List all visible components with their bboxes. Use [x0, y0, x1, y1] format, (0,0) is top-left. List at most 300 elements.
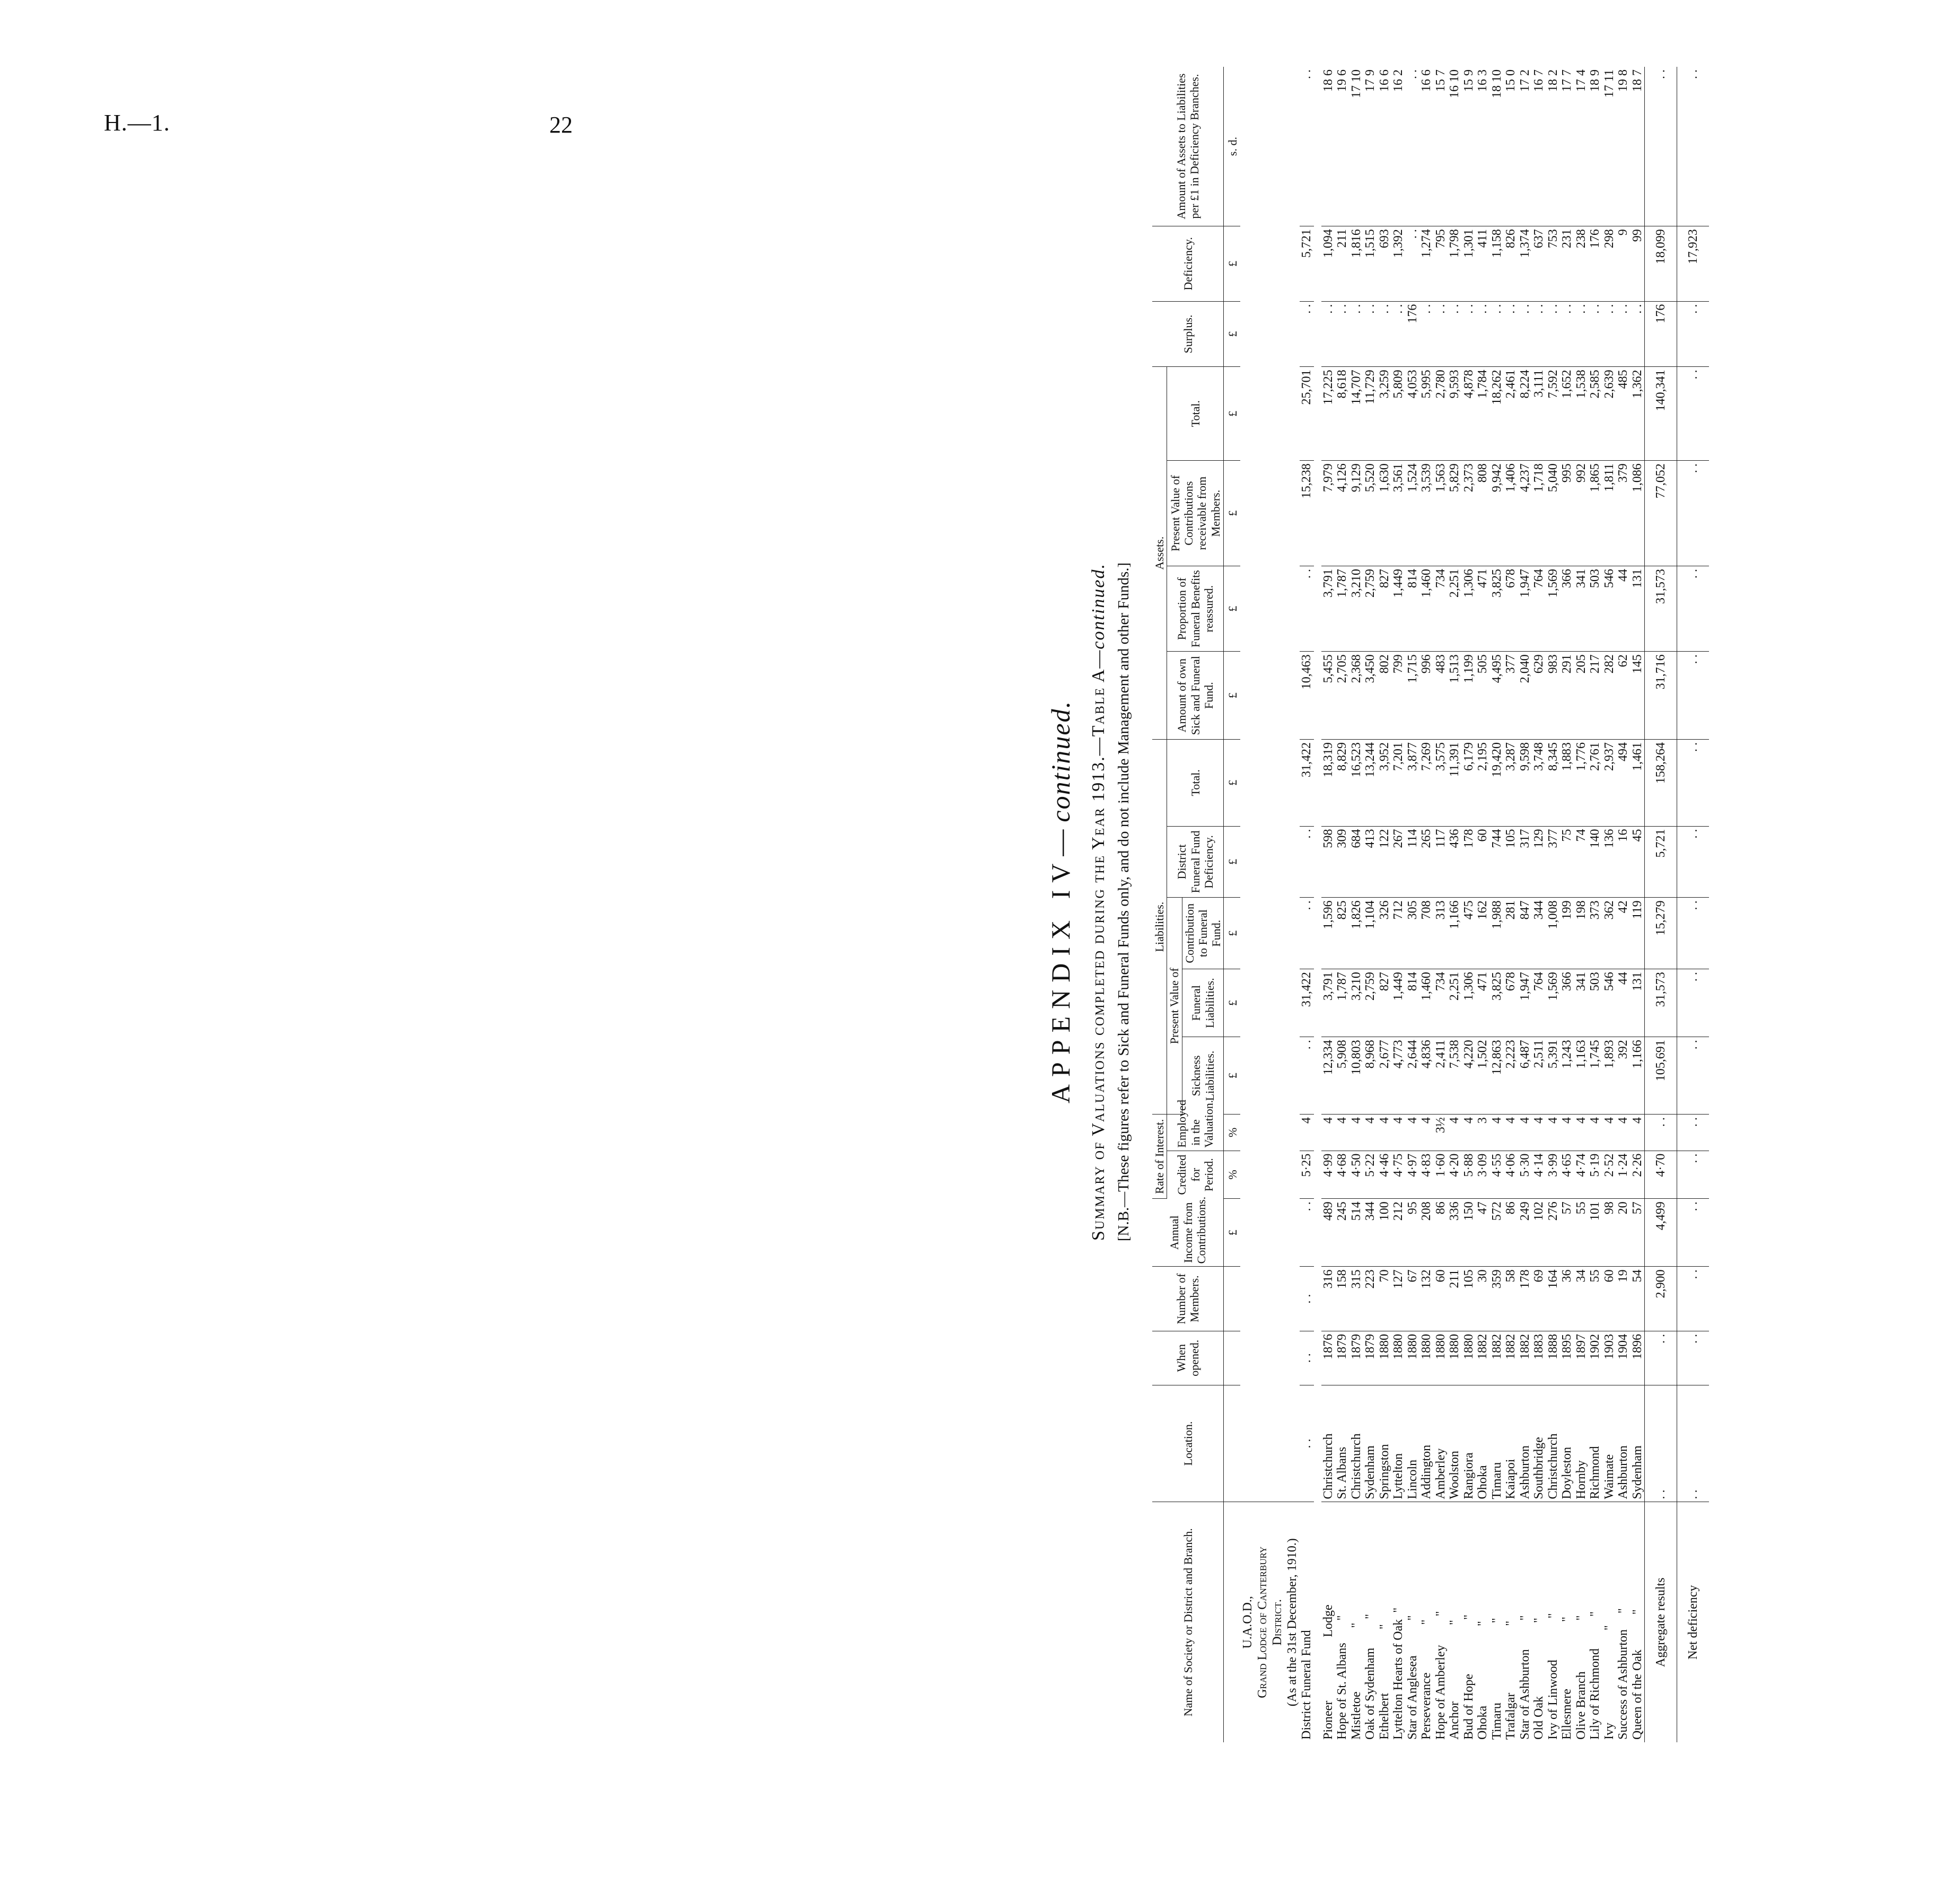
cell-sickness: . . [1677, 1037, 1710, 1115]
cell-sickness: 1,745 [1588, 1037, 1602, 1115]
cell-income: 102 [1532, 1199, 1546, 1267]
cell-rate-employed: 4 [1300, 1115, 1314, 1151]
cell-amount-assets: . . [1300, 67, 1314, 226]
col-header-location: Location. [1152, 1385, 1224, 1502]
cell-assets-total: 1,652 [1560, 367, 1574, 461]
appendix-title [1045, 46, 1076, 1758]
cell-own-funds: 282 [1602, 652, 1617, 740]
cell-rate-credited: 4·74 [1574, 1151, 1589, 1199]
cell-amount-assets: 16 10 [1448, 67, 1462, 226]
cell-members: 70 [1378, 1267, 1392, 1331]
cell-name: Star of Ashburton " [1518, 1615, 1532, 1740]
cell-income: 208 [1419, 1199, 1434, 1267]
cell-income: 101 [1588, 1199, 1602, 1267]
col-header-funeral: Funeral Liabilities. [1182, 969, 1224, 1037]
society-line4: (As at the 31st December, 1910.) [1285, 1538, 1300, 1707]
cell-amount-assets: 15 7 [1434, 67, 1448, 226]
col-header-pv-contributions: Present Value of Contributions receivable from Members. [1167, 461, 1224, 566]
cell-district-def: . . [1300, 826, 1314, 898]
cell-contrib: 15,279 [1645, 898, 1677, 969]
table-row [1406, 67, 1420, 1742]
cell-income: 95 [1406, 1199, 1420, 1267]
cell-district-def: 60 [1476, 826, 1490, 898]
cell-proportion: 3,791 [1321, 566, 1336, 651]
table-row [1363, 67, 1378, 1742]
appendix-title-text: APPENDIX IV— [1046, 822, 1075, 1104]
table-row [1462, 67, 1476, 1742]
cell-rate-credited: 5·30 [1518, 1151, 1532, 1199]
cell-funeral: 3,825 [1490, 969, 1504, 1037]
cell-proportion: 341 [1574, 566, 1589, 651]
unit-proportion: £ [1224, 566, 1241, 651]
cell-rate-employed: 4 [1616, 1115, 1631, 1151]
cell-location: Amberley [1434, 1385, 1448, 1502]
cell-own-funds: 2,705 [1335, 652, 1349, 740]
table-subtitle-continued: continued. [1089, 563, 1108, 650]
cell-liab-total: 11,391 [1448, 740, 1462, 827]
cell-name: Ethelbert " [1377, 1624, 1391, 1740]
cell-surplus: . . [1349, 301, 1364, 367]
cell-rate-employed: 4 [1574, 1115, 1589, 1151]
table-row [1504, 67, 1518, 1742]
cell-own-funds: 377 [1504, 652, 1518, 740]
cell-assets-total: 11,729 [1363, 367, 1378, 461]
table-row [1321, 67, 1336, 1742]
cell-income: 57 [1560, 1199, 1574, 1267]
cell-contrib: 712 [1391, 898, 1406, 969]
cell-funeral: 827 [1378, 969, 1392, 1037]
cell-amount-assets: 16 7 [1532, 67, 1546, 226]
cell-surplus: . . [1546, 301, 1561, 367]
cell-opened: 1880 [1419, 1331, 1434, 1385]
cell-own-funds: 505 [1476, 652, 1490, 740]
cell-name: Net deficiency [1686, 1585, 1701, 1660]
cell-amount-assets: 17 7 [1560, 67, 1574, 226]
col-header-deficiency: Deficiency. [1152, 226, 1224, 301]
cell-proportion: 764 [1532, 566, 1546, 651]
cell-deficiency: . . [1406, 226, 1420, 301]
col-header-rate-employed: Employed in the Valuation. [1167, 1115, 1224, 1151]
cell-pv-contrib: 379 [1616, 461, 1631, 566]
cell-rate-credited: 4·65 [1560, 1151, 1574, 1199]
unit-amount-assets: s. d. [1224, 67, 1241, 226]
cell-sickness: 392 [1616, 1037, 1631, 1115]
cell-amount-assets: . . [1677, 67, 1710, 226]
cell-sickness: 1,243 [1560, 1037, 1574, 1115]
cell-income: . . [1677, 1199, 1710, 1267]
cell-liab-total: 7,201 [1391, 740, 1406, 827]
cell-assets-total: 3,111 [1532, 367, 1546, 461]
cell-assets-total: 485 [1616, 367, 1631, 461]
cell-opened: 1895 [1560, 1331, 1574, 1385]
cell-sickness: 1,163 [1574, 1037, 1589, 1115]
cell-assets-total: 1,538 [1574, 367, 1589, 461]
cell-proportion: 814 [1406, 566, 1420, 651]
cell-assets-total: 1,784 [1476, 367, 1490, 461]
table-row [1490, 67, 1504, 1742]
unit-liab-total: £ [1224, 740, 1241, 827]
cell-members: 359 [1490, 1267, 1504, 1331]
cell-own-funds: 802 [1378, 652, 1392, 740]
cell-sickness: 2,223 [1504, 1037, 1518, 1115]
cell-proportion: 1,449 [1391, 566, 1406, 651]
cell-contrib: 373 [1588, 898, 1602, 969]
cell-district-def: 309 [1335, 826, 1349, 898]
cell-income: 249 [1518, 1199, 1532, 1267]
cell-district-def: 744 [1490, 826, 1504, 898]
cell-name: Ivy " [1602, 1625, 1616, 1740]
cell-name: Mistletoe " [1349, 1622, 1363, 1740]
cell-location: Lyttelton [1391, 1385, 1406, 1502]
cell-surplus: . . [1335, 301, 1349, 367]
cell-sickness: . . [1300, 1037, 1314, 1115]
cell-pv-contrib: 1,865 [1588, 461, 1602, 566]
cell-rate-employed: 4 [1349, 1115, 1364, 1151]
cell-members: 315 [1349, 1267, 1364, 1331]
cell-rate-employed: 4 [1631, 1115, 1645, 1151]
cell-deficiency: 211 [1335, 226, 1349, 301]
cell-surplus: . . [1476, 301, 1490, 367]
cell-opened: 1882 [1490, 1331, 1504, 1385]
cell-sickness: 1,166 [1631, 1037, 1645, 1115]
cell-members: 132 [1419, 1267, 1434, 1331]
cell-income: . . [1300, 1199, 1314, 1267]
cell-assets-total: . . [1677, 367, 1710, 461]
cell-opened: 1879 [1349, 1331, 1364, 1385]
cell-location: . . [1645, 1385, 1677, 1502]
cell-members: 2,900 [1645, 1267, 1677, 1331]
cell-location: Springston [1378, 1385, 1392, 1502]
cell-opened: 1880 [1434, 1331, 1448, 1385]
cell-proportion: 1,306 [1462, 566, 1476, 651]
cell-liab-total: 19,420 [1490, 740, 1504, 827]
cell-income: 572 [1490, 1199, 1504, 1267]
cell-name: Hope of St. Albans " [1335, 1615, 1349, 1740]
cell-liab-total: 1,883 [1560, 740, 1574, 827]
cell-amount-assets: 17 4 [1574, 67, 1589, 226]
cell-assets-total: 7,592 [1546, 367, 1561, 461]
cell-pv-contrib: 1,563 [1434, 461, 1448, 566]
cell-funeral: 471 [1476, 969, 1490, 1037]
col-header-proportion: Proportion of Funeral Benefits reassured. [1167, 566, 1224, 651]
cell-assets-total: 4,878 [1462, 367, 1476, 461]
table-note: [N.B.—These figures refer to Sick and Funeral Funds only, and do not include Management and other Funds.] [1115, 562, 1132, 1242]
cell-liab-total: 18,319 [1321, 740, 1336, 827]
cell-amount-assets: 16 6 [1419, 67, 1434, 226]
cell-pv-contrib: 1,524 [1406, 461, 1420, 566]
cell-own-funds: 4,495 [1490, 652, 1504, 740]
cell-own-funds: 5,455 [1321, 652, 1336, 740]
cell-district-def: 265 [1419, 826, 1434, 898]
cell-surplus: . . [1574, 301, 1589, 367]
cell-income: 57 [1631, 1199, 1645, 1267]
cell-own-funds: 2,368 [1349, 652, 1364, 740]
cell-rate-employed: 4 [1419, 1115, 1434, 1151]
cell-income: 4,499 [1645, 1199, 1677, 1267]
cell-location: Ashburton [1616, 1385, 1631, 1502]
cell-deficiency: 231 [1560, 226, 1574, 301]
cell-surplus: . . [1631, 301, 1645, 367]
cell-name: Lyttelton Hearts of Oak " [1391, 1607, 1406, 1740]
cell-sickness: 10,803 [1349, 1037, 1364, 1115]
cell-assets-total: 8,224 [1518, 367, 1532, 461]
cell-rate-employed: 4 [1363, 1115, 1378, 1151]
cell-pv-contrib: 995 [1560, 461, 1574, 566]
cell-liab-total: 1,776 [1574, 740, 1589, 827]
unit-funeral: £ [1224, 969, 1241, 1037]
district-fund-name: District Funeral Fund [1300, 1630, 1314, 1740]
cell-members: 34 [1574, 1267, 1589, 1331]
cell-surplus: . . [1448, 301, 1462, 367]
cell-proportion: . . [1677, 566, 1710, 651]
cell-funeral: 814 [1406, 969, 1420, 1037]
cell-surplus: . . [1419, 301, 1434, 367]
cell-funeral: 3,210 [1349, 969, 1364, 1037]
cell-rate-employed: 4 [1378, 1115, 1392, 1151]
cell-sickness: 12,334 [1321, 1037, 1336, 1115]
cell-own-funds: 10,463 [1300, 652, 1314, 740]
cell-location: Doyleston [1560, 1385, 1574, 1502]
cell-funeral: 44 [1616, 969, 1631, 1037]
col-header-contribution: Contribution to Funeral Fund. [1182, 898, 1224, 969]
cell-surplus: . . [1300, 301, 1314, 367]
cell-contrib: 708 [1419, 898, 1434, 969]
cell-name: Star of Anglesea " [1405, 1615, 1419, 1740]
cell-liab-total: 3,877 [1406, 740, 1420, 827]
table-row [1588, 67, 1602, 1742]
table-row [1602, 67, 1617, 1742]
cell-members: 60 [1602, 1267, 1617, 1331]
cell-opened: 1880 [1406, 1331, 1420, 1385]
cell-location: Ohoka [1476, 1385, 1490, 1502]
cell-amount-assets: 19 6 [1335, 67, 1349, 226]
cell-pv-contrib: 2,373 [1462, 461, 1476, 566]
cell-opened: 1879 [1363, 1331, 1378, 1385]
cell-proportion: 1,947 [1518, 566, 1532, 651]
cell-rate-credited: 4·20 [1448, 1151, 1462, 1199]
cell-assets-total: 4,053 [1406, 367, 1420, 461]
cell-surplus: . . [1504, 301, 1518, 367]
cell-location: Sydenham [1631, 1385, 1645, 1502]
cell-rate-employed: 3 [1476, 1115, 1490, 1151]
cell-name: Oak of Sydenham " [1363, 1613, 1378, 1740]
cell-location: Woolston [1448, 1385, 1462, 1502]
cell-amount-assets: 19 8 [1616, 67, 1631, 226]
cell-deficiency: 753 [1546, 226, 1561, 301]
cell-rate-credited: 4·50 [1349, 1151, 1364, 1199]
cell-rate-credited: 5·88 [1462, 1151, 1476, 1199]
cell-rate-credited: 1·24 [1616, 1151, 1631, 1199]
col-header-sickness: Sickness Liabilities. [1182, 1037, 1224, 1115]
cell-assets-total: 9,593 [1448, 367, 1462, 461]
cell-amount-assets: 15 0 [1504, 67, 1518, 226]
cell-amount-assets: 18 7 [1631, 67, 1645, 226]
rotated-table-page [1036, 46, 1937, 1758]
cell-own-funds: 291 [1560, 652, 1574, 740]
cell-surplus: . . [1602, 301, 1617, 367]
cell-liab-total: 3,287 [1504, 740, 1518, 827]
cell-rate-credited: 1·60 [1434, 1151, 1448, 1199]
cell-sickness: 2,511 [1532, 1037, 1546, 1115]
cell-pv-contrib: 1,086 [1631, 461, 1645, 566]
cell-funeral: 31,573 [1645, 969, 1677, 1037]
cell-deficiency: 1,274 [1419, 226, 1434, 301]
cell-members: 30 [1476, 1267, 1490, 1331]
cell-own-funds: 145 [1631, 652, 1645, 740]
cell-rate-employed: . . [1677, 1115, 1710, 1151]
cell-funeral: 3,791 [1321, 969, 1336, 1037]
table-row [1532, 67, 1546, 1742]
cell-rate-employed: 4 [1504, 1115, 1518, 1151]
cell-assets-total: 5,809 [1391, 367, 1406, 461]
cell-income: 100 [1378, 1199, 1392, 1267]
cell-district-def: 136 [1602, 826, 1617, 898]
cell-amount-assets: 16 2 [1391, 67, 1406, 226]
unit-rate-credited: % [1224, 1151, 1241, 1199]
cell-rate-credited: 4·46 [1378, 1151, 1392, 1199]
cell-location: Christchurch [1546, 1385, 1561, 1502]
cell-name: Olive Branch " [1574, 1615, 1588, 1740]
cell-contrib: . . [1300, 898, 1314, 969]
cell-district-def: . . [1677, 826, 1710, 898]
unit-assets-total: £ [1224, 367, 1241, 461]
col-header-liabilities: Liabilities. [1152, 740, 1167, 1115]
cell-sickness: 1,893 [1602, 1037, 1617, 1115]
cell-location: Hornby [1574, 1385, 1589, 1502]
cell-opened: 1896 [1631, 1331, 1645, 1385]
cell-liab-total: 8,829 [1335, 740, 1349, 827]
cell-surplus: . . [1560, 301, 1574, 367]
cell-assets-total: 1,362 [1631, 367, 1645, 461]
cell-name: Ellesmere " [1560, 1617, 1574, 1740]
cell-rate-credited: 4·06 [1504, 1151, 1518, 1199]
cell-deficiency: 411 [1476, 226, 1490, 301]
cell-members: . . [1677, 1267, 1710, 1331]
cell-rate-credited: 3·09 [1476, 1151, 1490, 1199]
cell-pv-contrib: 3,539 [1419, 461, 1434, 566]
cell-opened: 1879 [1335, 1331, 1349, 1385]
cell-deficiency: 176 [1588, 226, 1602, 301]
cell-own-funds: 1,513 [1448, 652, 1462, 740]
col-header-surplus: Surplus. [1152, 301, 1224, 367]
cell-contrib: . . [1677, 898, 1710, 969]
cell-sickness: 1,502 [1476, 1037, 1490, 1115]
cell-district-def: 436 [1448, 826, 1462, 898]
cell-liab-total: 2,195 [1476, 740, 1490, 827]
cell-rate-employed: 4 [1532, 1115, 1546, 1151]
cell-rate-credited: 5·22 [1363, 1151, 1378, 1199]
cell-surplus: 176 [1406, 301, 1420, 367]
unit-pv-contrib: £ [1224, 461, 1241, 566]
cell-district-def: 178 [1462, 826, 1476, 898]
cell-pv-contrib: 1,718 [1532, 461, 1546, 566]
cell-members: 223 [1363, 1267, 1378, 1331]
cell-pv-contrib: 5,040 [1546, 461, 1561, 566]
table-row [1448, 67, 1462, 1742]
cell-liab-total: 1,461 [1631, 740, 1645, 827]
cell-sickness: 2,411 [1434, 1037, 1448, 1115]
cell-liab-total: 6,179 [1462, 740, 1476, 827]
cell-rate-credited: 4·14 [1532, 1151, 1546, 1199]
cell-opened: 1880 [1448, 1331, 1462, 1385]
cell-members: 127 [1391, 1267, 1406, 1331]
cell-sickness: 6,487 [1518, 1037, 1532, 1115]
cell-income: 276 [1546, 1199, 1561, 1267]
cell-liab-total: 3,575 [1434, 740, 1448, 827]
col-header-own-funds: Amount of own Sick and Funeral Fund. [1167, 652, 1224, 740]
table-row [1631, 67, 1645, 1742]
cell-proportion: 503 [1588, 566, 1602, 651]
cell-district-def: 267 [1391, 826, 1406, 898]
table-row [1378, 67, 1392, 1742]
cell-rate-employed: . . [1645, 1115, 1677, 1151]
table-row [1391, 67, 1406, 1742]
col-header-liabilities-total: Total. [1167, 740, 1224, 827]
cell-proportion: 31,573 [1645, 566, 1677, 651]
cell-name: Bud of Hope " [1461, 1615, 1476, 1740]
cell-funeral: 341 [1574, 969, 1589, 1037]
cell-sickness: 4,220 [1462, 1037, 1476, 1115]
cell-income: 55 [1574, 1199, 1589, 1267]
cell-district-def: 598 [1321, 826, 1336, 898]
cell-deficiency: 1,158 [1490, 226, 1504, 301]
cell-sickness: 12,863 [1490, 1037, 1504, 1115]
table-subtitle-text: Summary of Valuations completed during the Year 1913.—Table A— [1089, 649, 1108, 1241]
cell-surplus: . . [1363, 301, 1378, 367]
cell-amount-assets: 18 6 [1321, 67, 1336, 226]
cell-rate-employed: 4 [1462, 1115, 1476, 1151]
cell-pv-contrib: 4,126 [1335, 461, 1349, 566]
cell-location: Waimate [1602, 1385, 1617, 1502]
cell-income: 98 [1602, 1199, 1617, 1267]
cell-district-def: 317 [1518, 826, 1532, 898]
cell-rate-employed: 4 [1588, 1115, 1602, 1151]
cell-surplus: . . [1321, 301, 1336, 367]
cell-contrib: 305 [1406, 898, 1420, 969]
cell-liab-total: 13,244 [1363, 740, 1378, 827]
cell-sickness: 105,691 [1645, 1037, 1677, 1115]
cell-sickness: 5,908 [1335, 1037, 1349, 1115]
cell-sickness: 2,644 [1406, 1037, 1420, 1115]
cell-liab-total: 2,937 [1602, 740, 1617, 827]
cell-members: 69 [1532, 1267, 1546, 1331]
cell-income: 86 [1504, 1199, 1518, 1267]
cell-rate-employed: 4 [1335, 1115, 1349, 1151]
cell-funeral: 764 [1532, 969, 1546, 1037]
cell-name: Aggregate results [1645, 1502, 1677, 1742]
cell-pv-contrib: 7,979 [1321, 461, 1336, 566]
cell-district-def: 684 [1349, 826, 1364, 898]
unit-own-funds: £ [1224, 652, 1241, 740]
cell-liab-total: . . [1677, 740, 1710, 827]
cell-proportion: 3,825 [1490, 566, 1504, 651]
cell-deficiency: 826 [1504, 226, 1518, 301]
cell-deficiency: 1,392 [1391, 226, 1406, 301]
cell-district-def: 377 [1546, 826, 1561, 898]
cell-members: 19 [1616, 1267, 1631, 1331]
cell-income: 212 [1391, 1199, 1406, 1267]
appendix-title-continued: continued. [1046, 700, 1075, 822]
cell-assets-total: 25,701 [1300, 367, 1314, 461]
cell-contrib: 119 [1631, 898, 1645, 969]
cell-surplus: . . [1518, 301, 1532, 367]
cell-amount-assets: 18 9 [1588, 67, 1602, 226]
cell-assets-total: 2,461 [1504, 367, 1518, 461]
cell-opened: . . [1300, 1331, 1314, 1385]
cell-location: Kaiapoi [1504, 1385, 1518, 1502]
cell-funeral: 503 [1588, 969, 1602, 1037]
cell-pv-contrib: 5,829 [1448, 461, 1462, 566]
